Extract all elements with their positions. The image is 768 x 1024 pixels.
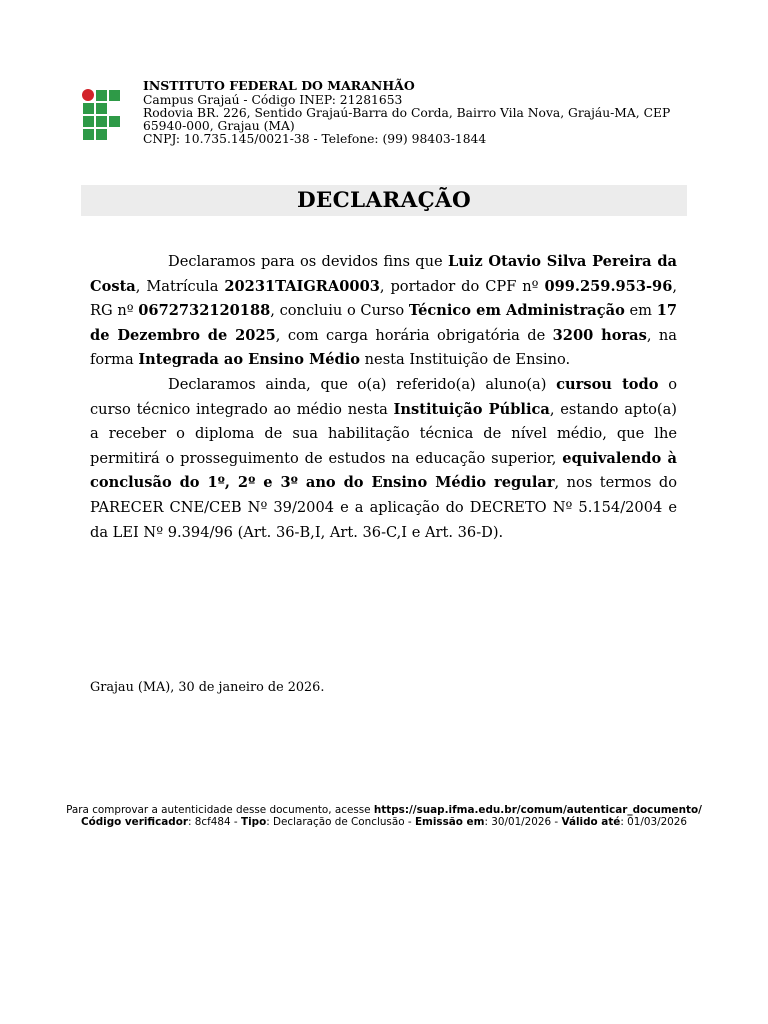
- verify-link[interactable]: https://suap.ifma.edu.br/comum/autenticar_documento/: [373, 804, 702, 816]
- type-label: Tipo: [240, 816, 267, 829]
- logo-square: [96, 90, 107, 101]
- completion-date: 17 de Dezembro de 2025: [90, 302, 677, 344]
- text: , estando apto(a) a receber o diploma de sua habilitação técnica de nível médio, que lhe permitirá o prosseguimento de estudos na educação superior,: [90, 400, 677, 467]
- course-name: Técnico em Administração: [408, 302, 625, 320]
- authenticity-footer: [60, 804, 708, 828]
- campus-info: Campus Grajaú - Código INEP: 21281653: [143, 93, 403, 107]
- text: nesta Instituição de Ensino.: [360, 351, 571, 369]
- text: Declaramos ainda, que o(a) referido(a) aluno(a): [168, 375, 557, 393]
- ifma-logo-icon: [81, 88, 123, 140]
- code-label: Código verificador: [80, 816, 188, 829]
- meta-line: [60, 816, 708, 828]
- text: , RG nº: [90, 277, 677, 320]
- institution-header: [143, 79, 683, 146]
- logo-square: [83, 103, 94, 114]
- place-date: Grajau (MA), 30 de janeiro de 2026.: [90, 680, 325, 695]
- verify-line: [60, 804, 708, 816]
- text: , com carga horária obrigatória de: [275, 326, 553, 344]
- code-value: : 8cf484 -: [188, 816, 241, 829]
- logo-square: [109, 116, 120, 127]
- title-bar: [81, 185, 687, 216]
- emphasis: cursou todo: [556, 375, 659, 393]
- institution-name: INSTITUTO FEDERAL DO MARANHÃO: [143, 78, 415, 93]
- address: Rodovia BR. 226, Sentido Grajaú-Barra do Corda, Bairro Vila Nova, Grajáu-MA, CEP 65940-000, Grajau (MA): [143, 106, 671, 133]
- logo-square: [96, 129, 107, 140]
- text: Declaramos para os devidos fins que: [168, 253, 448, 270]
- text: , portador do CPF nº: [379, 277, 545, 295]
- logo-square: [109, 90, 120, 101]
- text: , concluiu o Curso: [270, 302, 409, 320]
- logo-square: [83, 129, 94, 140]
- emphasis: equivalendo à conclusão do 1º, 2º e 3º ano do Ensino Médio regular: [90, 449, 677, 492]
- logo-square: [83, 116, 94, 127]
- issued-label: Emissão em: [414, 816, 485, 829]
- cnpj-phone: CNPJ: 10.735.145/0021-38 - Telefone: (99) 98403-1844: [143, 132, 487, 146]
- document-title: DECLARAÇÃO: [296, 188, 471, 213]
- course-form: Integrada ao Ensino Médio: [138, 351, 361, 369]
- valid-label: Válido até: [561, 816, 621, 829]
- text: , na forma: [90, 326, 677, 369]
- verify-text: Para comprovar a autenticidade desse documento, acesse: [66, 804, 374, 816]
- logo-red-dot: [82, 89, 94, 101]
- course-hours: 3200 horas: [552, 326, 647, 344]
- text: o curso técnico integrado ao médio nesta: [90, 375, 677, 418]
- text: , nos termos do PARECER CNE/CEB Nº 39/2004 e a aplicação do DECRETO Nº 5.154/2004 e da LEI Nº 9.394/96 (Art. 36-B,I, Art. 36-C,I e Art. 36-D).: [90, 474, 678, 541]
- type-value: : Declaração de Conclusão -: [266, 816, 415, 829]
- rg-number: 0672732120188: [138, 302, 271, 320]
- text: em: [624, 302, 657, 320]
- cpf-number: 099.259.953-96: [544, 277, 673, 295]
- text: , Matrícula: [135, 277, 225, 295]
- paragraph-2: [90, 373, 677, 545]
- paragraph-1: [90, 250, 677, 373]
- valid-value: : 01/03/2026: [620, 816, 688, 829]
- issued-value: : 30/01/2026 -: [484, 816, 562, 829]
- emphasis: Instituição Pública: [393, 400, 550, 418]
- logo-square: [96, 116, 107, 127]
- student-name: Luiz Otavio Silva Pereira da Costa: [90, 253, 677, 295]
- declaration-body: [90, 250, 677, 545]
- logo-square: [96, 103, 107, 114]
- registration-number: 20231TAIGRA0003: [224, 277, 380, 295]
